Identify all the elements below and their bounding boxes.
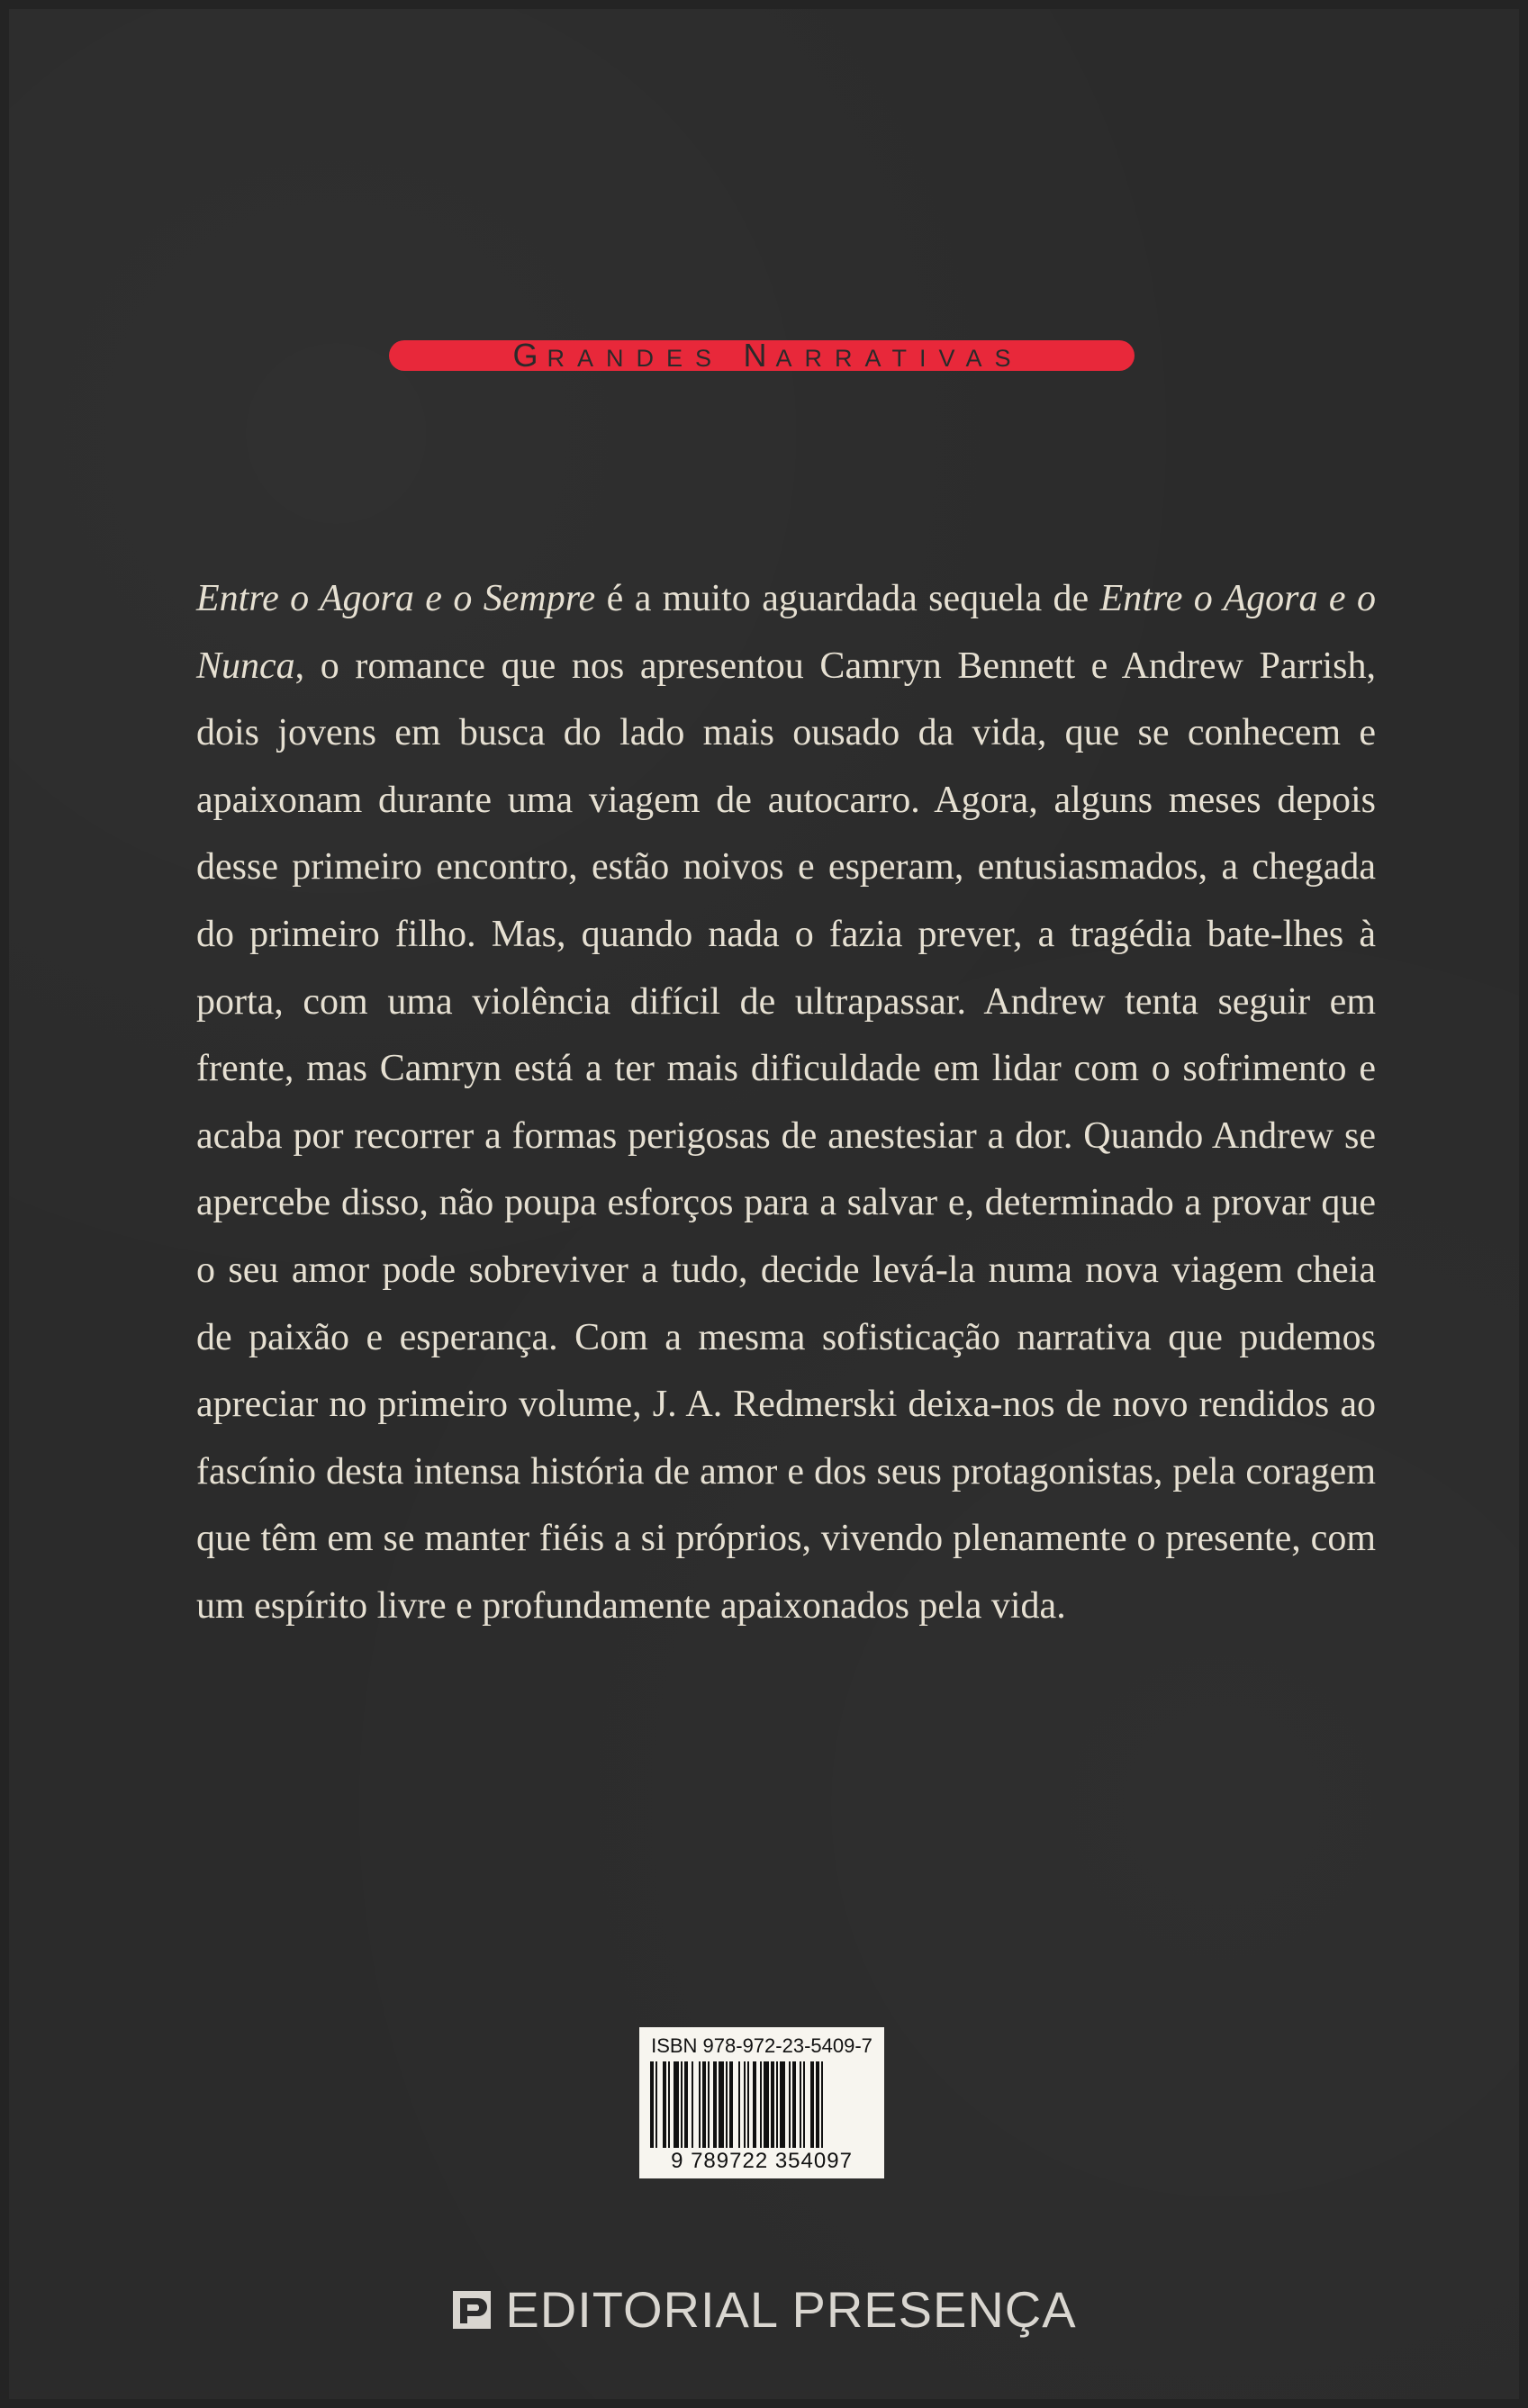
blurb-text: Entre o Agora e o Sempre é a muito aguardada sequela de Entre o Agora e o Nunca, o romance que nos apresentou Camryn Bennett e Andrew Parrish, dois jovens em busca do lado mais ousado da vida, que se conhecem e apaixonam durante uma viagem de autocarro. Agora, alguns meses depois desse primeiro encontro, estão noivos e esperam, entusiasmados, a chegada do primeiro filho. Mas, quando nada o fazia prever, a tragédia bate-lhes à porta, com uma violência difícil de ultrapassar. Andrew tenta seguir em frente, mas Camryn está a ter mais dificuldade em lidar com o sofrimento e acaba por recorrer a formas perigosas de anestesiar a dor. Quando Andrew se apercebe disso, não poupa esforços para a salvar e, determinado a provar que o seu amor pode sobreviver a tudo, decide levá-la numa nova viagem cheia de paixão e esperança. Com a mesma sofisticação narrativa que pudemos apreciar no primeiro volume, J. A. Redmerski deixa-nos de novo rendidos ao fascínio desta intensa história de amor e dos seus protagonistas, pela coragem que têm em se manter fiéis a si próprios, vivendo plenamente o presente, com um espírito livre e profundamente apaixonados pela vida.	[196, 578, 1376, 1627]
sequel-title: Entre o Agora e o Sempre	[196, 578, 596, 619]
collection-banner	[389, 337, 1135, 374]
barcode-digits: 9 789722 354097	[671, 2149, 853, 2173]
isbn-barcode	[639, 2027, 884, 2178]
publisher-name: EDITORIAL PRESENÇA	[505, 2281, 1077, 2338]
barcode-bars	[648, 2061, 875, 2148]
isbn-label: ISBN 978-972-23-5409-7	[651, 2034, 872, 2057]
collection-label: GRANDES NARRATIVAS	[512, 337, 1024, 374]
publisher-imprint	[0, 2283, 1528, 2337]
first-book-title: Entre o Agora e o Nunca	[196, 578, 1376, 687]
presenca-logo-icon	[451, 2289, 493, 2331]
